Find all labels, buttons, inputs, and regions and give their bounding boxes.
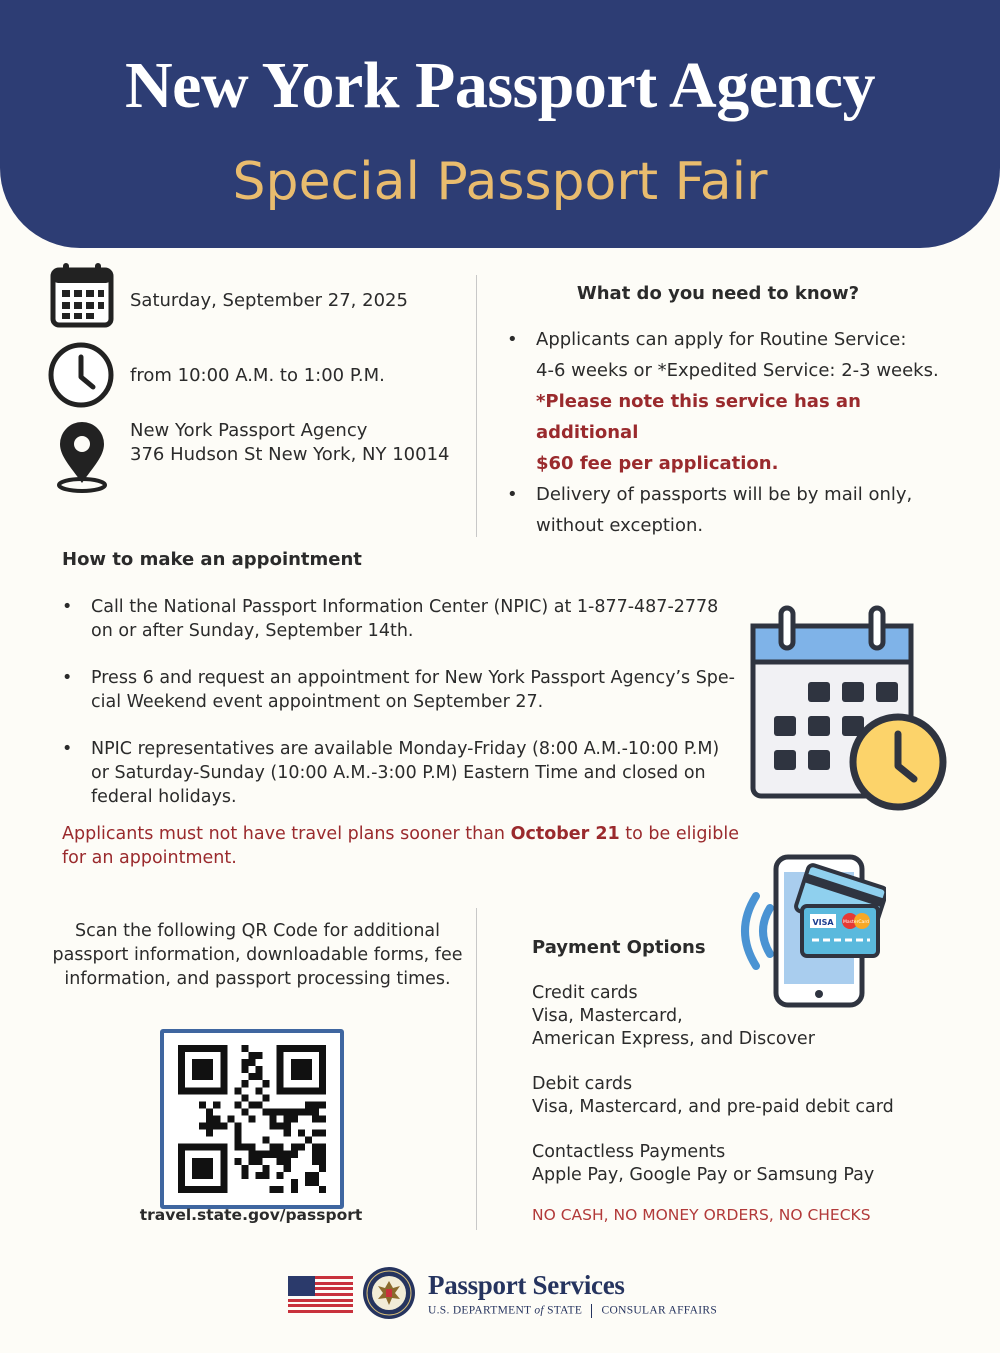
calendar-icon [50, 262, 114, 328]
footer-brand: Passport Services [428, 1270, 625, 1300]
location-address: 376 Hudson St New York, NY 10014 [130, 444, 450, 465]
divider-top [476, 275, 477, 537]
payment-group: Contactless Payments Apple Pay, Google Pay or Samsung Pay [532, 1142, 875, 1185]
appointment-item: • NPIC representatives are available Monday-Friday (8:00 A.M.-10:00 P.M) or Saturday-Sunday (10:00 A.M.-3:00 P.M) Eastern Time and closed on federal holidays. [62, 737, 742, 809]
qr-code[interactable] [177, 1045, 327, 1193]
know-heading: What do you need to know? [576, 283, 860, 304]
qr-description: Scan the following QR Code for additional passport information, downloadable forms, fee information, and passport processing times. [52, 921, 463, 989]
mastercard-label: MasterCard [843, 920, 869, 925]
calendar-clock-illustration [748, 604, 948, 816]
event-date: Saturday, September 27, 2025 [130, 290, 408, 311]
payment-group: Debit cards Visa, Mastercard, and pre-paid debit card [532, 1074, 894, 1117]
payment-notice: NO CASH, NO MONEY ORDERS, NO CHECKS [532, 1206, 871, 1224]
eligibility-warning: Applicants must not have travel plans sooner than October 21 to be eligible for an appointment. [62, 824, 740, 868]
page-subtitle: Special Passport Fair [232, 152, 768, 212]
payment-list [532, 982, 952, 1187]
appointment-item: • Press 6 and request an appointment for New York Passport Agency’s Spe- cial Weekend event appointment on September 27. [62, 666, 742, 714]
visa-label: VISA [812, 918, 834, 927]
location-name: New York Passport Agency [130, 420, 368, 441]
divider-bottom [476, 908, 477, 1230]
state-seal-icon [362, 1266, 416, 1320]
footer-department: U.S. DEPARTMENT of STATE CONSULAR AFFAIRS [428, 1304, 718, 1317]
clock-icon [47, 341, 115, 409]
eligibility-date: October 21 [510, 824, 620, 844]
appointment-list [62, 595, 742, 809]
fee-note: *Please note this service has an additional [536, 391, 861, 443]
payment-heading: Payment Options [532, 937, 706, 958]
appointment-item: • Call the National Passport Information Center (NPIC) at 1-877-487-2778 on or after Sunday, September 14th. [62, 595, 742, 643]
appointment-heading: How to make an appointment [62, 549, 362, 570]
know-list [507, 324, 967, 541]
payment-group: Credit cards Visa, Mastercard, American Express, and Discover [532, 983, 815, 1049]
qr-code-frame[interactable] [160, 1029, 344, 1209]
know-item: • Applicants can apply for Routine Service: 4-6 weeks or *Expedited Service: 2-3 weeks. *Please note this service has an additional $60 fee per application. [507, 324, 967, 479]
page-title: New York Passport Agency [125, 49, 875, 122]
us-flag-icon [288, 1276, 353, 1313]
fee-note-amount: $60 fee per application. [536, 453, 779, 474]
event-time: from 10:00 A.M. to 1:00 P.M. [130, 365, 385, 386]
map-pin-icon [56, 421, 108, 493]
qr-url[interactable]: travel.state.gov/passport [139, 1206, 363, 1224]
know-item: • Delivery of passports will be by mail only, without exception. [507, 479, 967, 541]
